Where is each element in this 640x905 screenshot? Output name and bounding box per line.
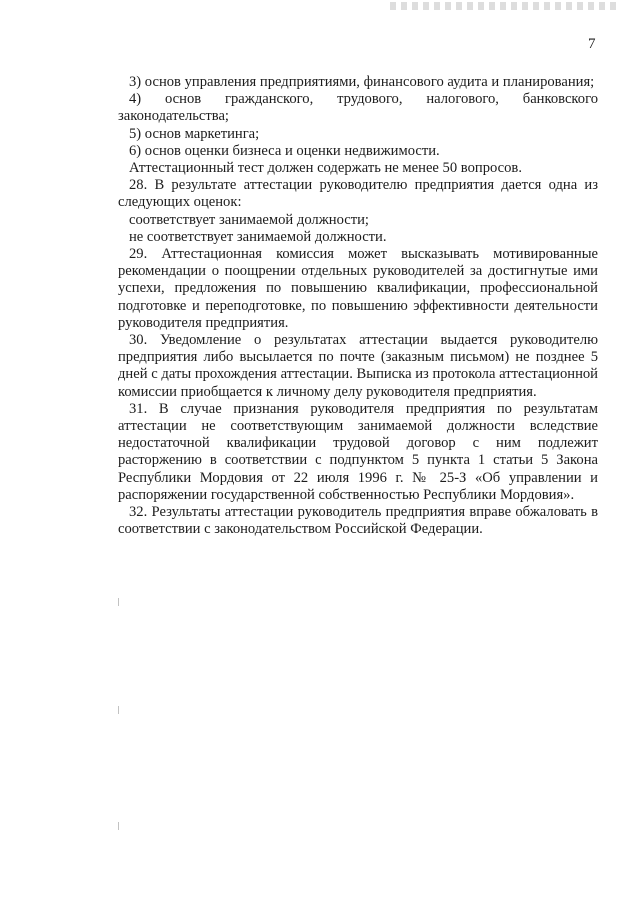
scan-artifact xyxy=(390,2,620,10)
paragraph-32: 32. Результаты аттестации руководитель предприятия вправе обжаловать в соответствии с законодательством Российской Федерации. xyxy=(118,504,598,538)
paragraph-item-4: 4) основ гражданского, трудового, налогового, банковского законодательства; xyxy=(118,91,598,125)
assessment-option-not-fits: не соответствует занимаемой должности. xyxy=(129,228,387,245)
margin-mark xyxy=(118,822,119,830)
paragraph-test-requirement: Аттестационный тест должен содержать не менее 50 вопросов. xyxy=(129,160,522,177)
margin-mark xyxy=(118,598,119,606)
paragraph-31: 31. В случае признания руководителя предприятия по результатам аттестации не соответствующим занимаемой должности вследствие недостаточной квалификации трудовой договор с ним подлежит расторжению в соответствии с подпунктом 5 пункта 1 статьи 5 Закона Республики Мордовия от 22 июля 1996 г. № 25-З «Об управлении и распоряжении государственной собственностью Республики Мордовия». xyxy=(118,400,598,503)
paragraph-item-3: 3) основ управления предприятиями, финансового аудита и планирования; xyxy=(129,74,595,90)
paragraph-item-6: 6) основ оценки бизнеса и оценки недвижимости. xyxy=(129,142,440,159)
paragraph-29: 29. Аттестационная комиссия может высказывать мотивированные рекомендации о поощрении отдельных руководителей за достигнутые ими успехи, предложения по повышению квалификации, профессиональной подготовке и переподготовке, по повышению эффективности деятельности руководителя предприятия. xyxy=(118,246,598,331)
margin-mark xyxy=(118,706,119,714)
document-body xyxy=(118,74,598,538)
paragraph-28: 28. В результате аттестации руководителю предприятия дается одна из следующих оценок: xyxy=(118,177,598,211)
paragraph-30: 30. Уведомление о результатах аттестации выдается руководителю предприятия либо высылается по почте (заказным письмом) не позднее 5 дней с даты прохождения аттестации. Выписка из протокола аттестационной комиссии приобщается к личному делу руководителя предприятия. xyxy=(118,332,598,400)
paragraph-item-5: 5) основ маркетинга; xyxy=(129,125,260,142)
page-number: 7 xyxy=(588,36,596,52)
assessment-option-fits: соответствует занимаемой должности; xyxy=(129,211,369,228)
